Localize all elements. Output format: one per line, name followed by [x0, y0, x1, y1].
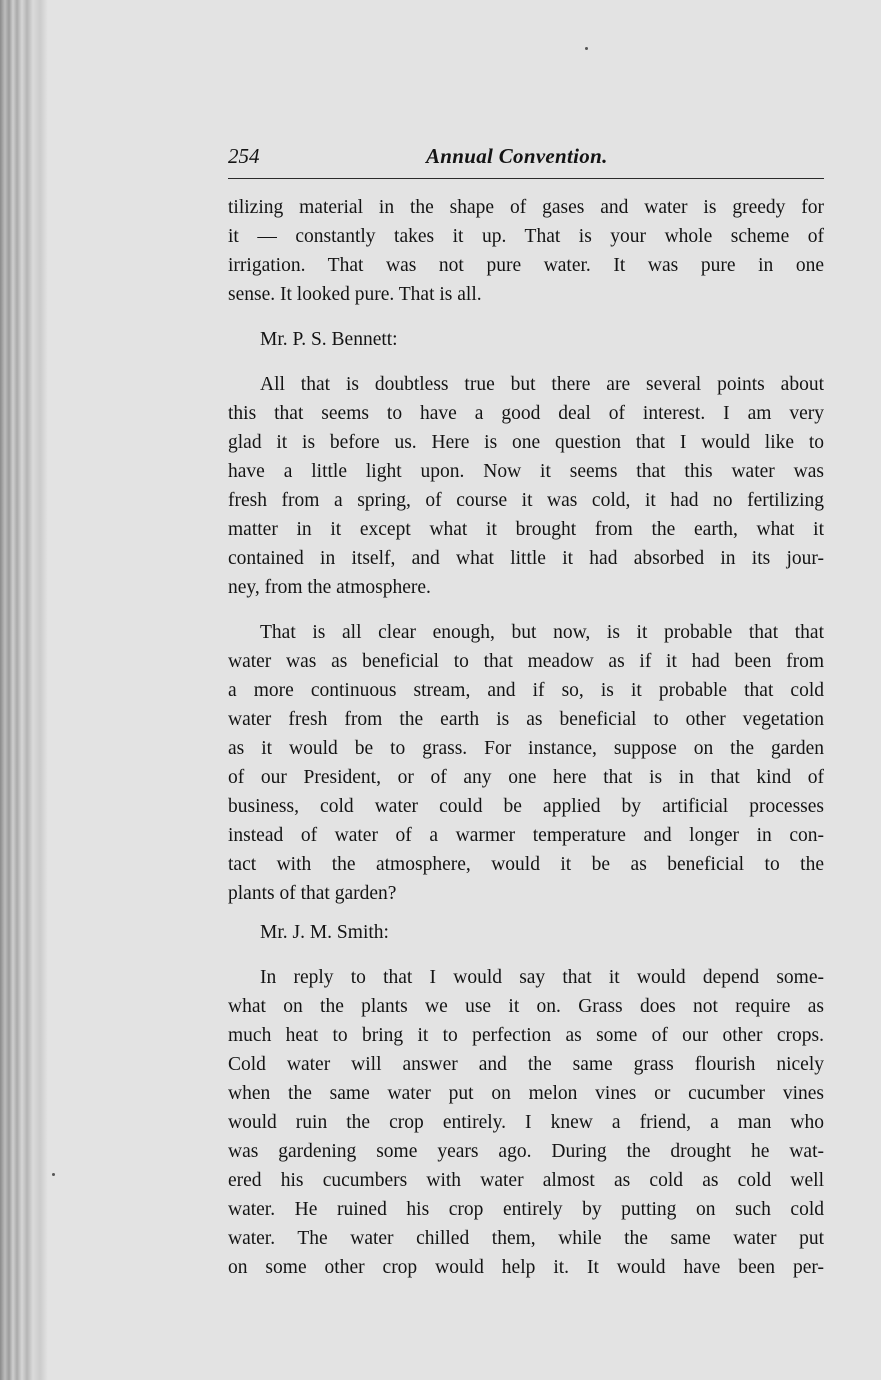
text-line: instead of water of a warmer temperature and longer in con-	[228, 825, 824, 846]
text-line: much heat to bring it to perfection as some of our other crops.	[228, 1025, 824, 1046]
text-line: Cold water will answer and the same grass flourish nicely	[228, 1054, 824, 1075]
paper-speck	[585, 47, 588, 50]
paper-speck	[52, 1173, 55, 1176]
text-line: glad it is before us. Here is one question that I would like to	[228, 432, 824, 453]
text-line: business, cold water could be applied by artificial processes	[228, 796, 824, 817]
speaker-label-smith: Mr. J. M. Smith:	[260, 922, 389, 943]
text-line: ered his cucumbers with water almost as cold as cold well	[228, 1170, 824, 1191]
spacer	[228, 947, 824, 963]
text-line: water. He ruined his crop entirely by putting on such cold	[228, 1199, 824, 1220]
spacer	[228, 354, 824, 370]
running-title: Annual Convention.	[426, 144, 608, 168]
text-line: as it would be to grass. For instance, suppose on the garden	[228, 738, 824, 759]
text-line: of our President, or of any one here that is in that kind of	[228, 767, 824, 788]
text-line: ney, from the atmosphere.	[228, 577, 431, 598]
text-line: it — constantly takes it up. That is your whole scheme of	[228, 226, 824, 247]
text-line: when the same water put on melon vines or cucumber vines	[228, 1083, 824, 1104]
paragraph-3	[228, 618, 824, 908]
paragraph-1	[228, 193, 824, 309]
text-line: what on the plants we use it on. Grass does not require as	[228, 996, 824, 1017]
text-line: tact with the atmosphere, would it be as beneficial to the	[228, 854, 824, 875]
book-page	[228, 140, 824, 1282]
text-line: irrigation. That was not pure water. It was pure in one	[228, 255, 824, 276]
text-line: a more continuous stream, and if so, is it probable that cold	[228, 680, 824, 701]
spacer	[228, 309, 824, 325]
text-line: fresh from a spring, of course it was cold, it had no fertilizing	[228, 490, 824, 511]
text-line: was gardening some years ago. During the drought he wat-	[228, 1141, 824, 1162]
text-line: water was as beneficial to that meadow as if it had been from	[228, 651, 824, 672]
text-line: In reply to that I would say that it would depend some-	[260, 967, 824, 988]
text-line: have a little light upon. Now it seems that this water was	[228, 461, 824, 482]
speaker-label-bennett: Mr. P. S. Bennett:	[260, 329, 398, 350]
header-rule	[228, 178, 824, 179]
text-line: That is all clear enough, but now, is it probable that that	[260, 622, 824, 643]
spacer	[228, 602, 824, 618]
text-line: would ruin the crop entirely. I knew a friend, a man who	[228, 1112, 824, 1133]
text-line: matter in it except what it brought from the earth, what it	[228, 519, 824, 540]
text-line: contained in itself, and what little it had absorbed in its jour-	[228, 548, 824, 569]
page-header	[228, 140, 824, 178]
page-number: 254	[228, 144, 260, 168]
text-line: water. The water chilled them, while the same water put	[228, 1228, 824, 1249]
spacer	[228, 908, 824, 918]
text-line: water fresh from the earth is as beneficial to other vegetation	[228, 709, 824, 730]
text-line: All that is doubtless true but there are several points about	[260, 374, 824, 395]
paragraph-2	[228, 370, 824, 602]
text-line: sense. It looked pure. That is all.	[228, 284, 482, 305]
text-line: on some other crop would help it. It would have been per-	[228, 1257, 824, 1278]
paragraph-4	[228, 963, 824, 1282]
text-line: tilizing material in the shape of gases and water is greedy for	[228, 197, 824, 218]
book-spine-shadow	[0, 0, 48, 1380]
text-line: this that seems to have a good deal of interest. I am very	[228, 403, 824, 424]
text-line: plants of that garden?	[228, 883, 397, 904]
